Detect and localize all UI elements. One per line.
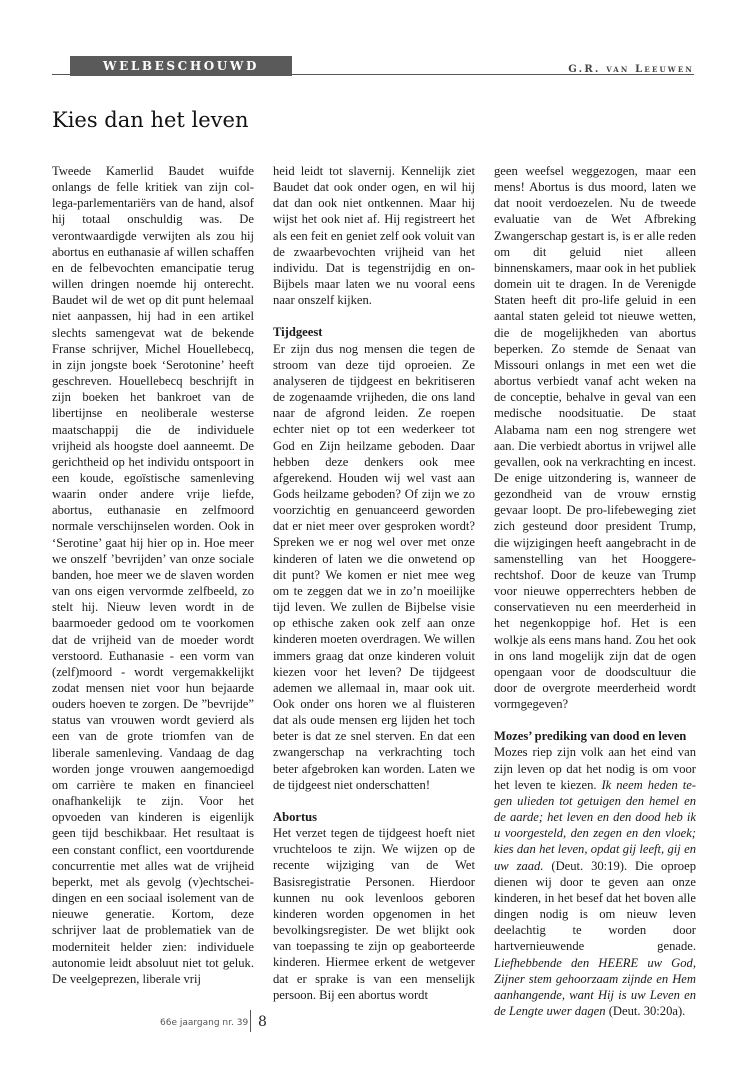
column-1 (52, 163, 254, 987)
footer-divider (250, 1010, 251, 1032)
column-2 (273, 163, 475, 1003)
text-run: (Deut. 30:20a). (605, 1003, 686, 1018)
article-title: Kies dan het leven (52, 108, 249, 132)
paragraph: Het verzet tegen de tijdgeest hoeft niet vruchteloos te zijn. We wijzen op de recente wijziging van de Wet Basisregistratie Personen. Hierdoor kunnen nu ook levenloos geboren kinderen worden opgenomen in het bevolkingsregister. De wet blijkt ook van toepassing te zijn op geaborteerde kinderen. Hiermee erkent de wetgever dat er sprake is van een menselijk persoon. Bij een abortus wordt (273, 826, 475, 1002)
paragraph: Tweede Kamerlid Baudet wuifde onlangs de felle kritiek van zijn collega-parlementariërs van de hand, alsof hij totaal onschuldig was. De verontwaardigde verwijten als zou hij abortus en euthanasie af willen schaffen en de felbevochten emancipatie terug willen dringen noemde hij onterecht. Baudet wil de wet op dit punt helemaal niet aanpassen, hij had in een artikel slechts samengevat wat de bekende Franse schrijver, Michel Houellebecq, in zijn jongste boek ‘Serotonine’ heeft geschreven. Houellebecq beschrijft in zijn boeken het bankroet van de libertijnse en neoliberale westerse maatschappij die de individuele vrijheid als hoogste doel aanneemt. De gerichtheid op het individu ontspoort in een koude, egoïstische samenleving waarin onder andere vrije liefde, abortus, euthanasie en zelfmoord normale verschijnselen worden. Ook in ‘Serotine’ gaat hij hier op in. Hoe meer we onszelf ’bevrijden’ van onze sociale banden, hoe meer we de slaven worden van ons eigen vervormde zelfbeeld, zo stelt hij. Nieuw leven wordt in de baarmoeder gedood om te voorkomen dat de vrijheid van de moeder wordt verstoord. Euthanasie - een vorm van (zelf)moord - wordt vergemakkelijkt zodat mensen niet voor hun bejaarde ouders hoeven te zorgen. De ”bevrijde” status van vrouwen wordt gevierd als een van de grote triomfen van de liberale samenleving. Vandaag de dag worden jonge vrouwen aangemoedigd om carrière te maken en financieel onafhankelijk te zijn. Voor het opvoeden van kinderen is eigenlijk geen tijd beschikbaar. Het resultaat is een constant conflict, een voortdurende concurrentie met alles wat de vrijheid beperkt, met als gevolg (v)echtscheidingen en een sociaal isolement van de nieuwe generatie. Kortom, deze schrijver laat de problematiek van de moderniteit helder zien: individuele autonomie leidt absoluut niet tot geluk. De veelgeprezen, liberale vrij (52, 164, 254, 986)
subheading-mozes: Mozes’ prediking van dood en leven (494, 729, 687, 744)
paragraph: heid leidt tot slavernij. Kennelijk ziet Baudet dat ook onder ogen, en wil hij dat dan ook niet ontkennen. Maar hij wijst het ook niet af. Hij registreert het als een feit en geniet zelf ook voluit van de zwaarbevochten vrijheid van het individu. Dat is tegenstrijdig en on-Bijbels maar laten we nu vooral eens naar onszelf kijken. (273, 164, 475, 308)
paragraph (494, 744, 696, 1019)
section-label: WELBESCHOUWD (70, 56, 292, 76)
issue-number: 66e jaargang nr. 39 (160, 1018, 249, 1028)
author-name: G.R. van Leeuwen (568, 64, 694, 75)
quote-deut-30-20: Liefhebbende den HEERE uw God, Zijner stem gehoorzaam zijnde en Hem aanhangende, want Hij is uw Leven en de Lengte uwer dagen (494, 955, 696, 1018)
column-3 (494, 163, 696, 1019)
paragraph: Er zijn dus nog mensen die tegen de stroom van deze tijd oproeien. Ze analyseren de tijdgeest en bekritiseren de zogenaamde vrijheden, die ons land naar de afgrond leiden. Ze roepen echter niet op tot een wederkeer tot God en Zijn heilzame geboden. Daar hebben deze denkers ook mee afgerekend. Houden wij wel vast aan Gods heilzame geboden? Of zijn we zo voorzichtig en genuanceerd geworden dat er niet meer over gesproken wordt? Spreken we er nog wel over met onze kinderen of laten we die onwetend op dit punt? We komen er niet mee weg om te zeggen dat we in zo’n moeilijke tijd leven. We zullen de Bijbelse visie op ethische zaken ook zelf aan onze kinderen moeten overdragen. We willen immers graag dat onze kinderen voluit kiezen voor het leven? De tijdgeest ademen we allemaal in, maar ook uit. Ook onder ons horen we al fluisteren dat als oude mensen erg lijden het toch beter is dat ze snel sterven. En dat een zwangerschap na verkrachting toch beter afgebroken kan worden. Laten we de tijdgeest niet onderschatten! (273, 341, 475, 792)
paragraph: geen weefsel weggezogen, maar een mens! Abortus is dus moord, laten we dat nooit verdoezelen. Nu de tweede evaluatie van de Wet Afbreking Zwangerschap gestart is, is er alle reden om dit geluid niet alleen binnenskamers, maar ook in het publiek domein uit te dragen. In de Verenigde Staten heeft dit pro-life geluid in een aantal staten geleid tot nieuwe wetten, die de mogelijkheden van abortus beperken. Zo stemde de Senaat van Missouri onlangs in met een wet die abortus verbiedt vanaf acht weken na de conceptie, behalve in geval van een medische noodsituatie. De staat Alabama nam een nog strengere wet aan. Die verbiedt abortus in vrijwel alle gevallen, ook na verkrachting en incest. De enige uitzondering is, wanneer de gezondheid van de vrouw ernstig gevaar loopt. De pro-lifebeweging ziet zich gesteund door president Trump, die wijzigingen heeft aangebracht in de samenstelling van het Hooggererechtshof. Door de keuze van Trump voor nieuwe opperrechters hebben de conservatieven nu een meerderheid in het negenkoppige hof. Het is een wolkje als eens mans hand. Zou het ook in ons land mogelijk zijn dat de ogen opengaan voor de doodscultuur die door de overgrote meerderheid wordt vormgegeven? (494, 164, 696, 712)
subheading-tijdgeest: Tijdgeest (273, 325, 323, 340)
text-run: (Deut. 30:19). Die oproep dienen wij door te geven aan onze kinderen, in het besef dat het boven alle dingen nodig is om nieuw leven deelachtig te worden door hartvernieuwende genade. (494, 858, 696, 954)
subheading-abortus: Abortus (273, 809, 318, 824)
text-run: Mozes riep zijn volk aan het eind van zijn leven op dat het nodig is om voor het leven te kiezen. (494, 745, 696, 792)
page-number: 8 (258, 1014, 267, 1030)
quote-deut-30-19: Ik neem heden tegen ulieden tot getuigen den hemel en de aarde; het leven en den dood heb ik u voorgesteld, den zegen en den vloek; kies dan het leven, opdat gij leeft, gij en uw zaad. (494, 777, 696, 873)
